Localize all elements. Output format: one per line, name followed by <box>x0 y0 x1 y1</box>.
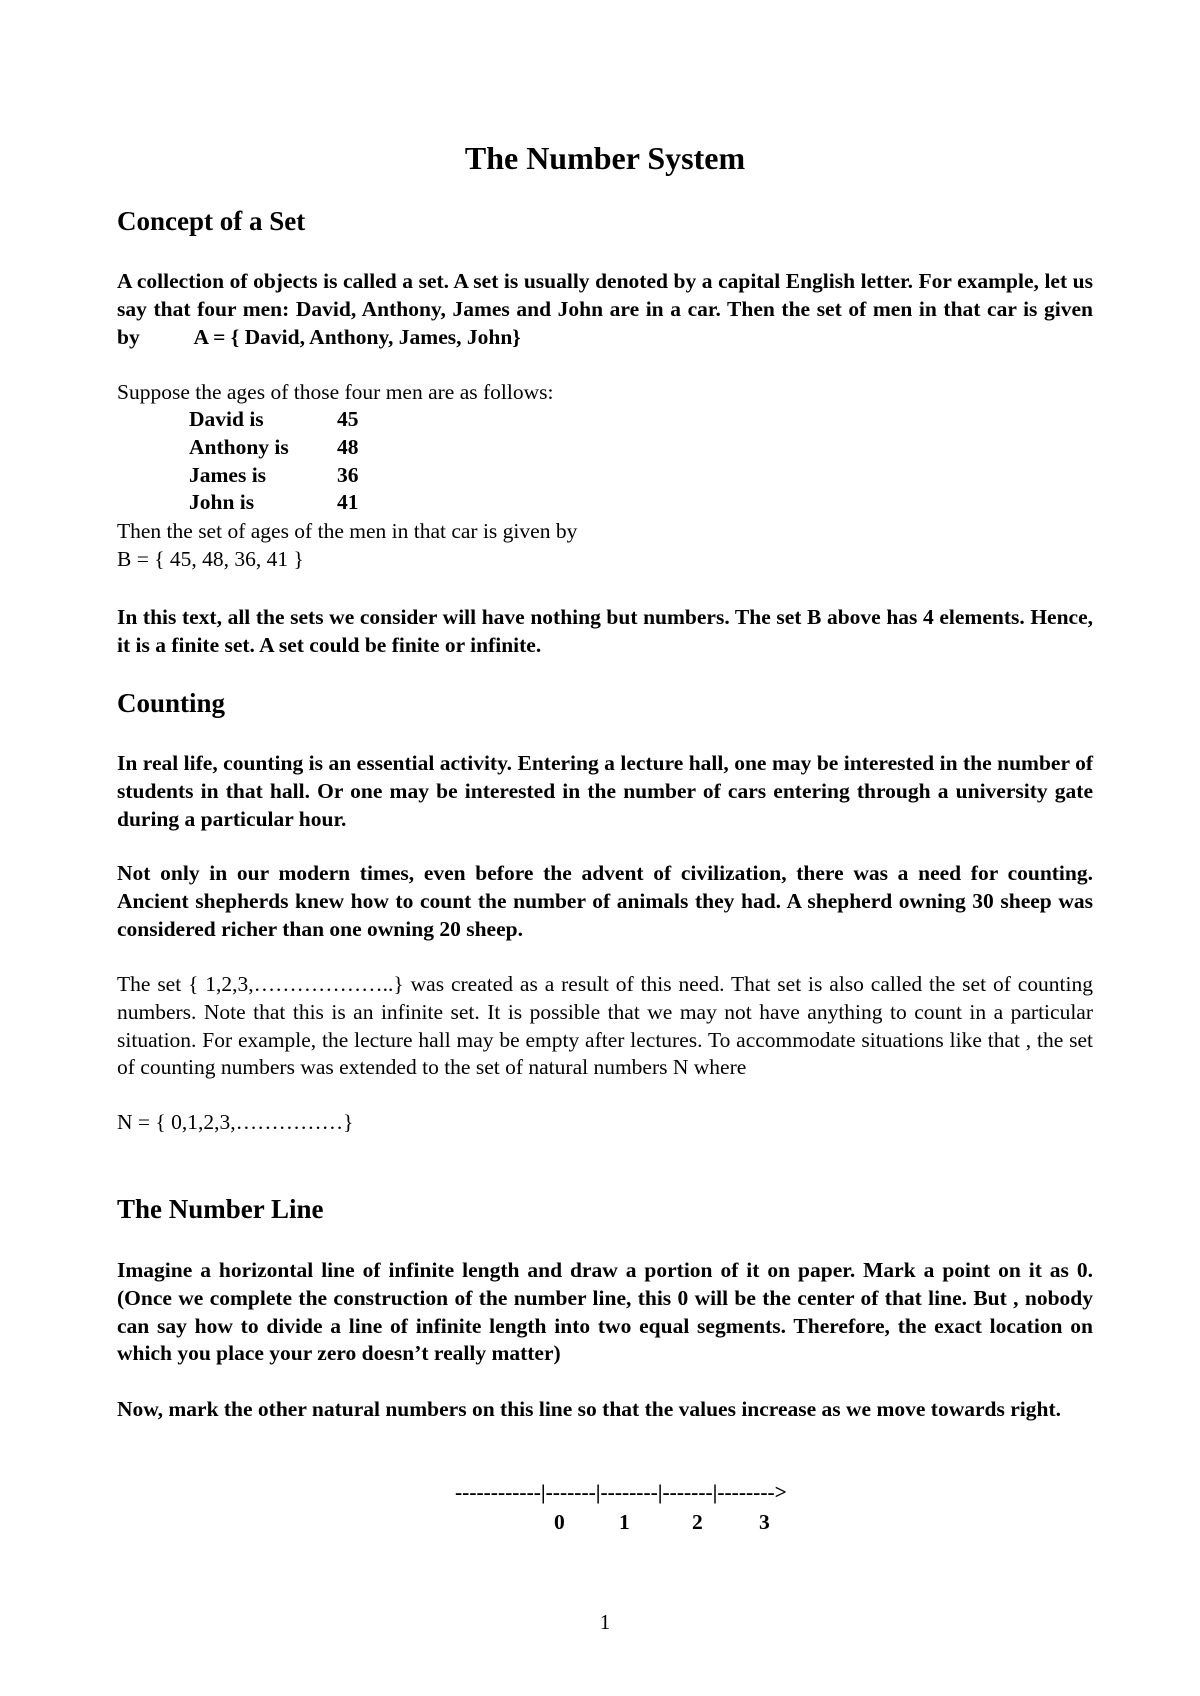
age-name: James is <box>189 462 267 487</box>
ages-row <box>189 434 359 462</box>
counting-paragraph-3: The set { 1,2,3,………………..} was created as a result of this need. That set is also called the set of counting numbers. Note that this is an infinite set. It is possible that we may not have anything to count in a particular situation. For example, the lecture hall may be empty after lectures. To accommodate situations like that , the set of counting numbers was extended to the set of natural numbers N where <box>117 972 1093 1080</box>
age-name: John is <box>189 490 255 515</box>
page-title: The Number System <box>464 140 746 176</box>
ages-row <box>189 406 359 434</box>
counting-paragraph-2: Not only in our modern times, even before the advent of civilization, there was a need for counting. Ancient shepherds knew how to count the number of animals they had. A shepherd owning 30 sheep was considered richer than one owning 20 sheep. <box>117 861 1093 941</box>
age-value: 45 <box>337 407 359 431</box>
section-heading-number-line: The Number Line <box>117 1194 324 1224</box>
tick-label-3: 3 <box>759 1510 770 1534</box>
ages-row <box>189 462 359 490</box>
age-value: 36 <box>337 462 359 487</box>
ages-intro: Suppose the ages of those four men are as follows: <box>117 380 554 404</box>
section-heading-counting: Counting <box>117 688 226 718</box>
age-value: 41 <box>337 490 359 515</box>
tick-label-1: 1 <box>619 1510 630 1534</box>
number-line-diagram: ------------|-------|--------|-------|--------> <box>455 1480 787 1504</box>
page-number: 1 <box>599 1610 611 1634</box>
set-paragraph-1: A collection of objects is called a set. A set is usually denoted by a capital English letter. For example, let us say that four men: David, Anthony, James and John are in a car. Then the set of men in that car is given by A = { David, Anthony, James, John} <box>117 269 1093 349</box>
age-name: Anthony is <box>189 434 289 459</box>
set-b: B = { 45, 48, 36, 41 } <box>117 547 304 571</box>
age-name: David is <box>189 407 264 431</box>
counting-paragraph-1: In real life, counting is an essential activity. Entering a lecture hall, one may be interested in the number of students in that hall. Or one may be interested in the number of cars entering through a university gate during a particular hour. <box>117 751 1093 831</box>
number-line-paragraph-1: Imagine a horizontal line of infinite length and draw a portion of it on paper. Mark a point on it as 0. (Once we complete the construction of the number line, this 0 will be the center of that line. But , nobody can say how to divide a line of infinite length into two equal segments. Therefore, the exact location on which you place your zero doesn’t really matter) <box>117 1258 1093 1366</box>
set-paragraph-2: In this text, all the sets we consider will have nothing but numbers. The set B above has 4 elements. Hence, it is a finite set. A set could be finite or infinite. <box>117 605 1093 657</box>
ages-row <box>189 489 359 517</box>
ages-then: Then the set of ages of the men in that car is given by <box>117 519 578 543</box>
number-line-paragraph-2: Now, mark the other natural numbers on this line so that the values increase as we move towards right. <box>117 1397 1061 1421</box>
ages-table <box>189 406 359 517</box>
age-value: 48 <box>337 434 359 459</box>
tick-label-0: 0 <box>554 1510 565 1534</box>
tick-label-2: 2 <box>692 1510 703 1534</box>
section-heading-set: Concept of a Set <box>117 206 306 236</box>
set-n: N = { 0,1,2,3,……………} <box>117 1110 354 1134</box>
